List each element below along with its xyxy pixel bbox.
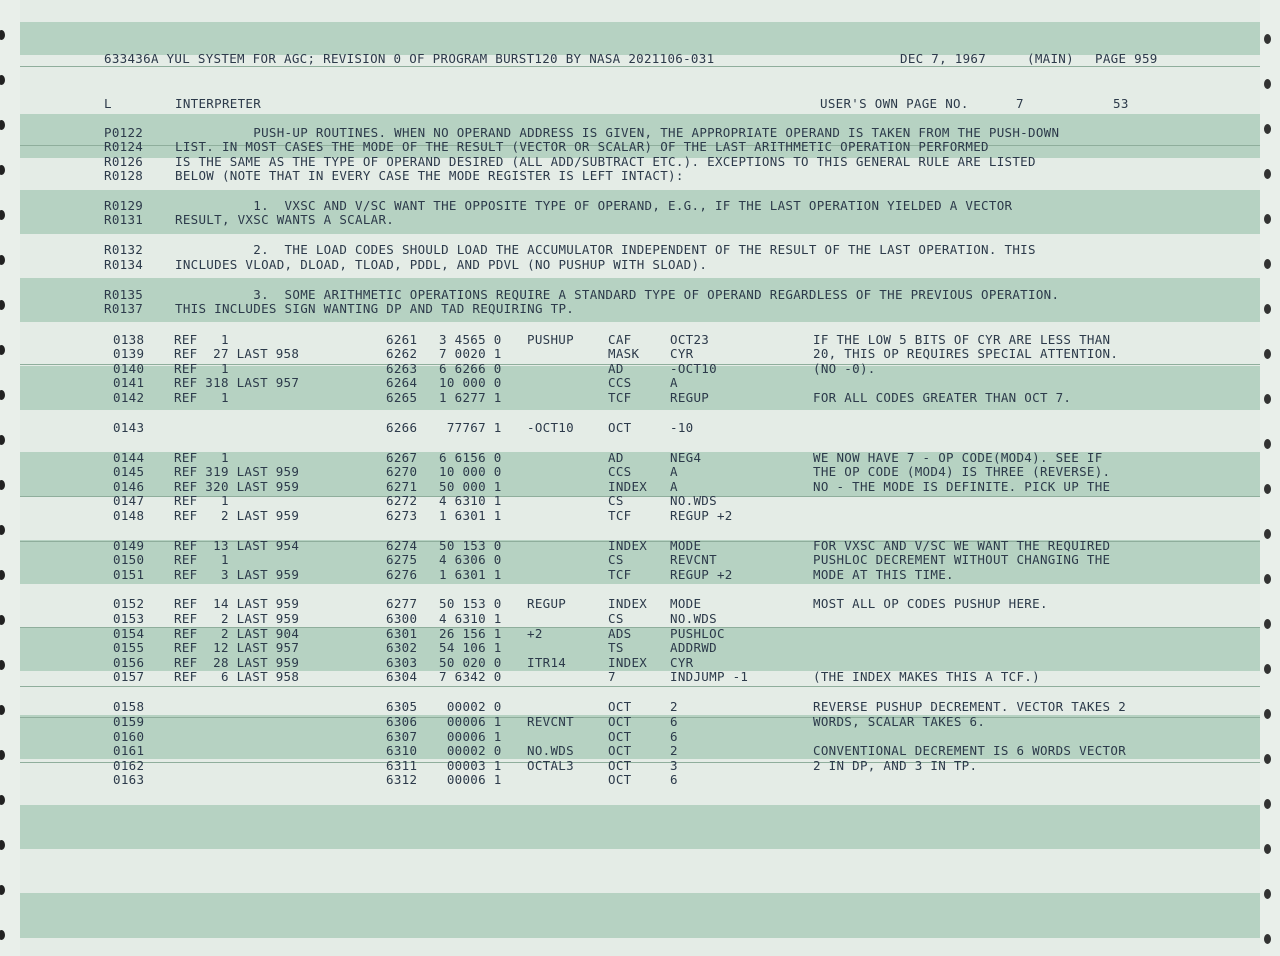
address: 6271 (386, 479, 418, 494)
address: 6273 (386, 508, 418, 523)
tractor-hole (0, 750, 5, 760)
tractor-hole (1264, 214, 1271, 224)
seq-number: 0156 (113, 655, 145, 670)
line-comment: FOR VXSC AND V/SC WE WANT THE REQUIRED (813, 538, 1111, 553)
comment-line-text: BELOW (NOTE THAT IN EVERY CASE THE MODE REGISTER IS LEFT INTACT): (175, 168, 684, 183)
header-title: 633436A YUL SYSTEM FOR AGC; REVISION 0 OF PROGRAM BURST120 BY NASA 2021106-031 (104, 51, 715, 66)
comment-line-id: R0134 (104, 257, 144, 272)
operand: PUSHLOC (670, 626, 725, 641)
line-comment: MOST ALL OP CODES PUSHUP HERE. (813, 596, 1048, 611)
address: 6302 (386, 640, 418, 655)
ref-column: REF 320 LAST 959 (174, 479, 300, 494)
tractor-hole (1264, 844, 1271, 854)
label: NO.WDS (527, 743, 574, 758)
line-comment: IF THE LOW 5 BITS OF CYR ARE LESS THAN (813, 332, 1111, 347)
opcode: CAF (608, 332, 632, 347)
label: ITR14 (527, 655, 567, 670)
tractor-hole (1264, 169, 1271, 179)
section-name: INTERPRETER (175, 96, 262, 111)
opcode: TCF (608, 508, 632, 523)
subheader-code: L (104, 96, 112, 111)
operand: -OCT10 (670, 361, 717, 376)
comment-line-id: R0137 (104, 301, 144, 316)
line-comment: NO - THE MODE IS DEFINITE. PICK UP THE (813, 479, 1111, 494)
address: 6300 (386, 611, 418, 626)
opcode: 7 (608, 669, 616, 684)
octal-value: 6 6266 0 (439, 361, 502, 376)
ref-column: REF 1 (174, 332, 229, 347)
ref-column: REF 14 LAST 959 (174, 596, 300, 611)
octal-value: 1 6277 1 (439, 390, 502, 405)
opcode: AD (608, 361, 624, 376)
green-band (20, 893, 1260, 938)
address: 6267 (386, 450, 418, 465)
ref-column: REF 319 LAST 959 (174, 464, 300, 479)
tractor-hole (1264, 394, 1271, 404)
opcode: OCT (608, 758, 632, 773)
ref-column: REF 13 LAST 954 (174, 538, 300, 553)
seq-number: 0147 (113, 493, 145, 508)
address: 6264 (386, 375, 418, 390)
tractor-hole (0, 795, 5, 805)
operand: REGUP +2 (670, 567, 733, 582)
comment-line-text: 1. VXSC AND V/SC WANT THE OPPOSITE TYPE OF OPERAND, E.G., IF THE LAST OPERATION YIELDED A VECTOR (175, 198, 1013, 213)
operand: ADDRWD (670, 640, 717, 655)
line-comment: 2 IN DP, AND 3 IN TP. (813, 758, 978, 773)
octal-value: 1 6301 1 (439, 508, 502, 523)
address: 6274 (386, 538, 418, 553)
operand: 3 (670, 758, 678, 773)
octal-value: 6 6156 0 (439, 450, 502, 465)
operand: 2 (670, 743, 678, 758)
ref-column: REF 1 (174, 552, 229, 567)
seq-number: 0146 (113, 479, 145, 494)
seq-number: 0154 (113, 626, 145, 641)
comment-line-id: R0124 (104, 139, 144, 154)
label: REVCNT (527, 714, 574, 729)
comment-line-text: PUSH-UP ROUTINES. WHEN NO OPERAND ADDRESS IS GIVEN, THE APPROPRIATE OPERAND IS TAKEN FROM THE PUSH-DOWN (175, 125, 1060, 140)
operand: NO.WDS (670, 611, 717, 626)
tractor-hole (0, 930, 5, 940)
label: PUSHUP (527, 332, 574, 347)
ref-column: REF 6 LAST 958 (174, 669, 300, 684)
octal-value: 4 6310 1 (439, 493, 502, 508)
tractor-hole (0, 840, 5, 850)
seq-number: 0158 (113, 699, 145, 714)
octal-value: 10 000 0 (439, 464, 502, 479)
tractor-hole (1264, 754, 1271, 764)
seq-number: 0143 (113, 420, 145, 435)
octal-value: 3 4565 0 (439, 332, 502, 347)
tractor-hole (0, 345, 5, 355)
address: 6301 (386, 626, 418, 641)
operand: CYR (670, 346, 694, 361)
comment-line-id: R0132 (104, 242, 144, 257)
octal-value: 50 153 0 (439, 596, 502, 611)
operand: 6 (670, 772, 678, 787)
header-date: DEC 7, 1967 (900, 51, 987, 66)
address: 6307 (386, 729, 418, 744)
opcode: CS (608, 493, 624, 508)
operand: 6 (670, 729, 678, 744)
line-comment: WE NOW HAVE 7 - OP CODE(MOD4). SEE IF (813, 450, 1103, 465)
label: -OCT10 (527, 420, 574, 435)
opcode: OCT (608, 420, 632, 435)
tractor-hole (0, 525, 5, 535)
seq-number: 0152 (113, 596, 145, 611)
seq-number: 0144 (113, 450, 145, 465)
operand: A (670, 464, 678, 479)
operand: A (670, 375, 678, 390)
address: 6312 (386, 772, 418, 787)
opcode: MASK (608, 346, 640, 361)
green-band (20, 805, 1260, 849)
ref-column: REF 1 (174, 361, 229, 376)
octal-value: 26 156 1 (439, 626, 502, 641)
opcode: INDEX (608, 655, 648, 670)
opcode: TCF (608, 390, 632, 405)
ref-column: REF 27 LAST 958 (174, 346, 300, 361)
seq-number: 0138 (113, 332, 145, 347)
octal-value: 00006 1 (439, 772, 502, 787)
operand: CYR (670, 655, 694, 670)
subheader-s: 53 (1113, 96, 1129, 111)
octal-value: 54 106 1 (439, 640, 502, 655)
tractor-hole (0, 435, 5, 445)
tractor-hole (0, 75, 5, 85)
opcode: OCT (608, 714, 632, 729)
opcode: OCT (608, 772, 632, 787)
tractor-hole (1264, 34, 1271, 44)
seq-number: 0151 (113, 567, 145, 582)
seq-number: 0145 (113, 464, 145, 479)
address: 6272 (386, 493, 418, 508)
tractor-hole (1264, 934, 1271, 944)
seq-number: 0162 (113, 758, 145, 773)
tractor-hole (0, 210, 5, 220)
tractor-hole (0, 165, 5, 175)
address: 6306 (386, 714, 418, 729)
comment-line-text: IS THE SAME AS THE TYPE OF OPERAND DESIRED (ALL ADD/SUBTRACT ETC.). EXCEPTIONS TO THIS GENERAL RULE ARE LISTED (175, 154, 1036, 169)
address: 6277 (386, 596, 418, 611)
seq-number: 0153 (113, 611, 145, 626)
seq-number: 0161 (113, 743, 145, 758)
rule-line (20, 686, 1260, 687)
tractor-hole (0, 615, 5, 625)
ref-column: REF 3 LAST 959 (174, 567, 300, 582)
tractor-hole (0, 570, 5, 580)
seq-number: 0142 (113, 390, 145, 405)
octal-value: 00002 0 (439, 699, 502, 714)
operand: REVCNT (670, 552, 717, 567)
rule-line (20, 762, 1260, 763)
octal-value: 7 6342 0 (439, 669, 502, 684)
own-page-number: 7 (1016, 96, 1024, 111)
ref-column: REF 2 LAST 959 (174, 508, 300, 523)
rule-line (20, 717, 1260, 718)
opcode: TS (608, 640, 624, 655)
comment-line-id: R0126 (104, 154, 144, 169)
tractor-hole (0, 390, 5, 400)
tractor-hole (1264, 574, 1271, 584)
seq-number: 0141 (113, 375, 145, 390)
address: 6262 (386, 346, 418, 361)
operand: REGUP (670, 390, 710, 405)
header-main: (MAIN) (1027, 51, 1074, 66)
opcode: INDEX (608, 596, 648, 611)
opcode: TCF (608, 567, 632, 582)
octal-value: 00006 1 (439, 729, 502, 744)
octal-value: 50 153 0 (439, 538, 502, 553)
tractor-hole (0, 300, 5, 310)
comment-line-text: 2. THE LOAD CODES SHOULD LOAD THE ACCUMULATOR INDEPENDENT OF THE RESULT OF THE LAST OPERATION. THIS (175, 242, 1036, 257)
label: REGUP (527, 596, 567, 611)
address: 6261 (386, 332, 418, 347)
header-page: PAGE 959 (1095, 51, 1158, 66)
octal-value: 4 6306 0 (439, 552, 502, 567)
ref-column: REF 1 (174, 450, 229, 465)
octal-value: 7 0020 1 (439, 346, 502, 361)
address: 6263 (386, 361, 418, 376)
comment-line-id: R0128 (104, 168, 144, 183)
tractor-hole (1264, 709, 1271, 719)
seq-number: 0155 (113, 640, 145, 655)
comment-line-text: 3. SOME ARITHMETIC OPERATIONS REQUIRE A STANDARD TYPE OF OPERAND REGARDLESS OF THE PREVIOUS OPERATION. (175, 287, 1060, 302)
tractor-hole (1264, 529, 1271, 539)
line-comment: (THE INDEX MAKES THIS A TCF.) (813, 669, 1040, 684)
comment-line-id: R0135 (104, 287, 144, 302)
address: 6265 (386, 390, 418, 405)
octal-value: 50 000 1 (439, 479, 502, 494)
line-comment: MODE AT THIS TIME. (813, 567, 954, 582)
opcode: CCS (608, 464, 632, 479)
tractor-hole (0, 255, 5, 265)
rule-line (20, 66, 1260, 67)
opcode: OCT (608, 729, 632, 744)
line-comment: 20, THIS OP REQUIRES SPECIAL ATTENTION. (813, 346, 1119, 361)
tractor-hole (0, 660, 5, 670)
opcode: AD (608, 450, 624, 465)
comment-line-text: THIS INCLUDES SIGN WANTING DP AND TAD REQUIRING TP. (175, 301, 575, 316)
address: 6311 (386, 758, 418, 773)
operand: 2 (670, 699, 678, 714)
opcode: ADS (608, 626, 632, 641)
octal-value: 1 6301 1 (439, 567, 502, 582)
octal-value: 10 000 0 (439, 375, 502, 390)
seq-number: 0163 (113, 772, 145, 787)
opcode: INDEX (608, 538, 648, 553)
opcode: INDEX (608, 479, 648, 494)
seq-number: 0160 (113, 729, 145, 744)
line-comment: REVERSE PUSHUP DECREMENT. VECTOR TAKES 2 (813, 699, 1127, 714)
line-comment: (NO -0). (813, 361, 876, 376)
opcode: OCT (608, 743, 632, 758)
line-comment: PUSHLOC DECREMENT WITHOUT CHANGING THE (813, 552, 1111, 567)
seq-number: 0148 (113, 508, 145, 523)
address: 6304 (386, 669, 418, 684)
comment-line-id: R0131 (104, 212, 144, 227)
ref-column: REF 318 LAST 957 (174, 375, 300, 390)
operand: -10 (670, 420, 694, 435)
seq-number: 0149 (113, 538, 145, 553)
operand: INDJUMP -1 (670, 669, 749, 684)
operand: MODE (670, 596, 702, 611)
opcode: OCT (608, 699, 632, 714)
seq-number: 0159 (113, 714, 145, 729)
address: 6266 (386, 420, 418, 435)
seq-number: 0157 (113, 669, 145, 684)
operand: NO.WDS (670, 493, 717, 508)
ref-column: REF 2 LAST 959 (174, 611, 300, 626)
octal-value: 50 020 0 (439, 655, 502, 670)
tractor-hole (1264, 799, 1271, 809)
ref-column: REF 2 LAST 904 (174, 626, 300, 641)
tractor-hole (0, 120, 5, 130)
comment-line-text: LIST. IN MOST CASES THE MODE OF THE RESULT (VECTOR OR SCALAR) OF THE LAST ARITHMETIC OPERATION PERFORMED (175, 139, 989, 154)
opcode: CS (608, 552, 624, 567)
tractor-hole (1264, 439, 1271, 449)
line-comment: WORDS, SCALAR TAKES 6. (813, 714, 986, 729)
seq-number: 0140 (113, 361, 145, 376)
line-comment: FOR ALL CODES GREATER THAN OCT 7. (813, 390, 1072, 405)
comment-line-text: INCLUDES VLOAD, DLOAD, TLOAD, PDDL, AND PDVL (NO PUSHUP WITH SLOAD). (175, 257, 708, 272)
tractor-hole (1264, 79, 1271, 89)
octal-value: 4 6310 1 (439, 611, 502, 626)
ref-column: REF 28 LAST 959 (174, 655, 300, 670)
tractor-hole (0, 30, 5, 40)
label: +2 (527, 626, 543, 641)
ref-column: REF 1 (174, 390, 229, 405)
address: 6276 (386, 567, 418, 582)
address: 6310 (386, 743, 418, 758)
tractor-hole (1264, 304, 1271, 314)
operand: REGUP +2 (670, 508, 733, 523)
line-comment: CONVENTIONAL DECREMENT IS 6 WORDS VECTOR (813, 743, 1127, 758)
tractor-hole (1264, 124, 1271, 134)
ref-column: REF 12 LAST 957 (174, 640, 300, 655)
ref-column: REF 1 (174, 493, 229, 508)
octal-value: 00003 1 (439, 758, 502, 773)
operand: NEG4 (670, 450, 702, 465)
comment-line-id: R0129 (104, 198, 144, 213)
line-comment: THE OP CODE (MOD4) IS THREE (REVERSE). (813, 464, 1111, 479)
tractor-hole (0, 705, 5, 715)
opcode: CS (608, 611, 624, 626)
tractor-hole (1264, 664, 1271, 674)
comment-line-text: RESULT, VXSC WANTS A SCALAR. (175, 212, 395, 227)
comment-line-id: P0122 (104, 125, 144, 140)
tractor-hole (1264, 349, 1271, 359)
tractor-hole (1264, 619, 1271, 629)
operand: MODE (670, 538, 702, 553)
opcode: CCS (608, 375, 632, 390)
address: 6275 (386, 552, 418, 567)
seq-number: 0150 (113, 552, 145, 567)
octal-value: 77767 1 (439, 420, 502, 435)
own-page-label: USER'S OWN PAGE NO. (820, 96, 969, 111)
tractor-hole (1264, 259, 1271, 269)
tractor-hole (1264, 484, 1271, 494)
address: 6303 (386, 655, 418, 670)
address: 6305 (386, 699, 418, 714)
octal-value: 00002 0 (439, 743, 502, 758)
octal-value: 00006 1 (439, 714, 502, 729)
operand: 6 (670, 714, 678, 729)
seq-number: 0139 (113, 346, 145, 361)
tractor-hole (0, 885, 5, 895)
tractor-hole (1264, 889, 1271, 899)
address: 6270 (386, 464, 418, 479)
operand: OCT23 (670, 332, 710, 347)
operand: A (670, 479, 678, 494)
label: OCTAL3 (527, 758, 574, 773)
tractor-hole (0, 480, 5, 490)
